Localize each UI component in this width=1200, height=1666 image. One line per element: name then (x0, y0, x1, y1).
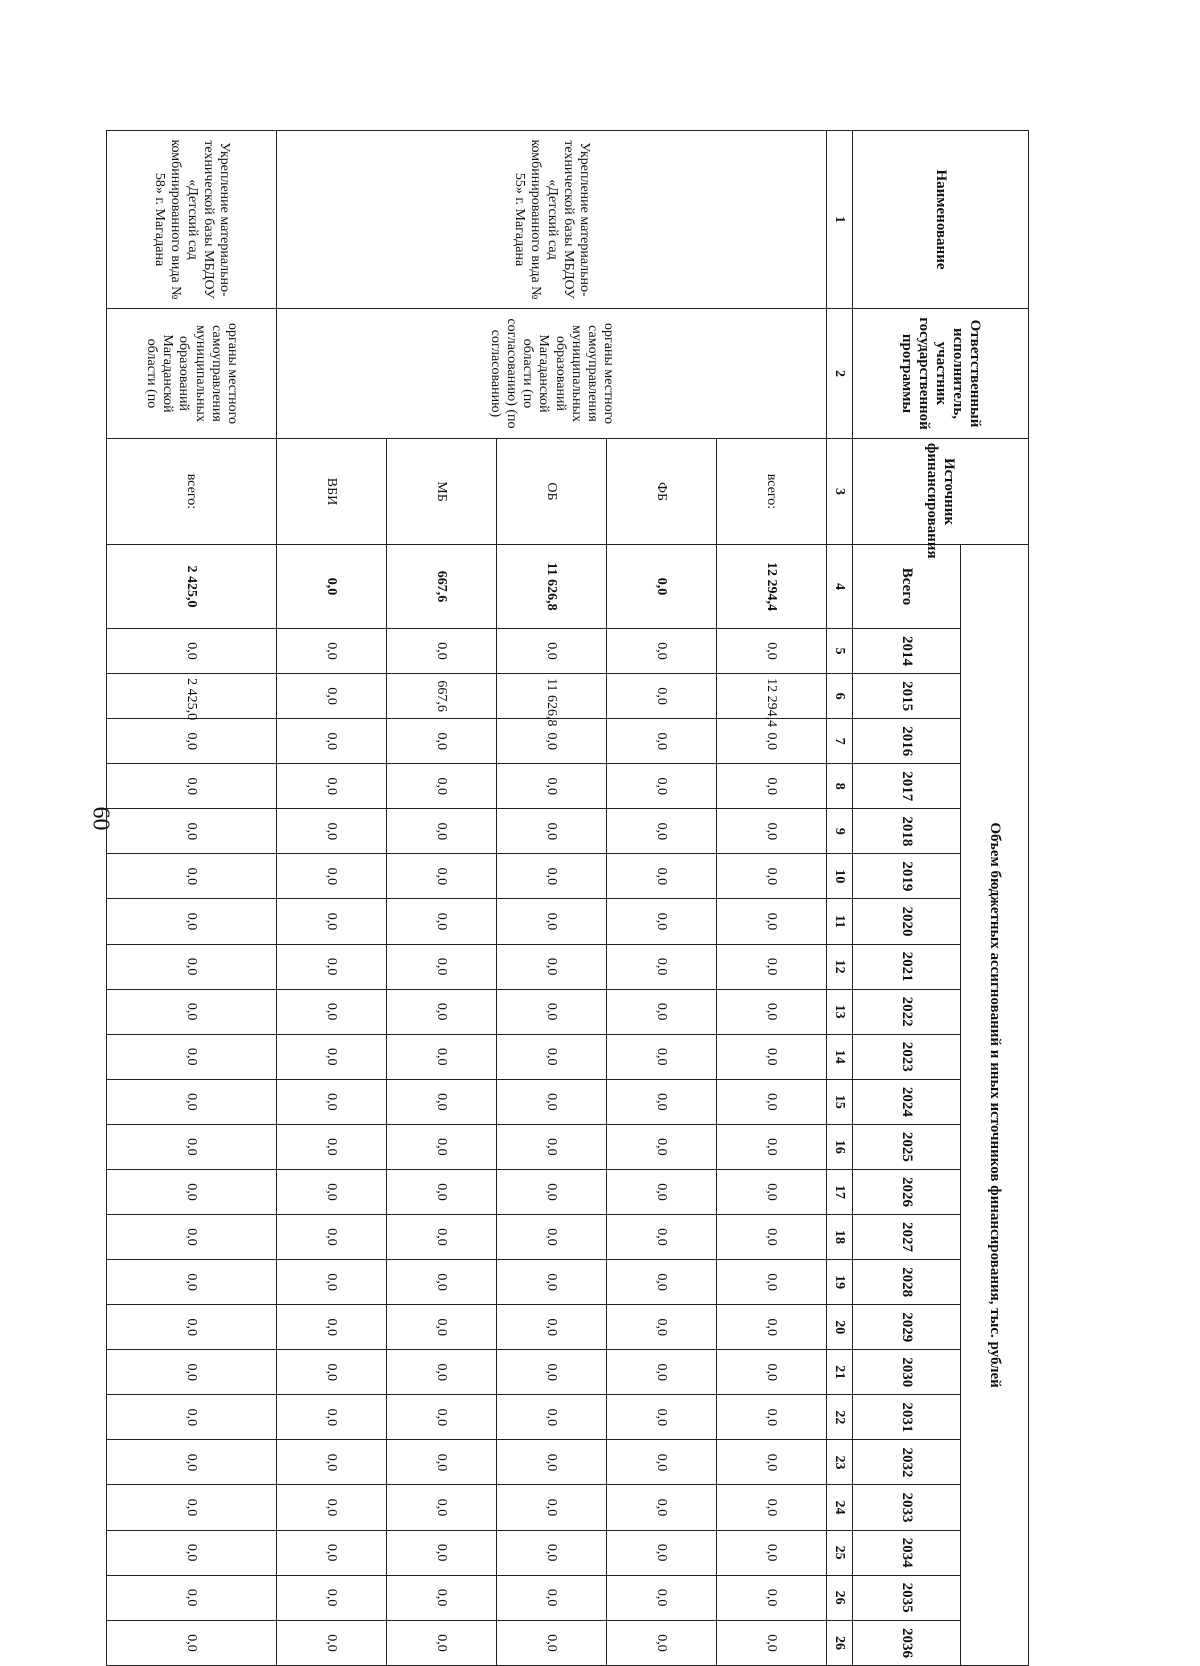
year-value: 0,0 (387, 629, 497, 674)
year-value: 0,0 (277, 1395, 387, 1440)
year-value: 0,0 (497, 1124, 607, 1169)
year-value: 0,0 (107, 1350, 277, 1395)
header-year: 2028 (853, 1260, 961, 1305)
year-value: 0,0 (277, 1575, 387, 1620)
year-value: 0,0 (717, 719, 827, 764)
year-value: 0,0 (277, 719, 387, 764)
year-value: 0,0 (497, 1079, 607, 1124)
year-value: 0,0 (387, 1169, 497, 1214)
year-value: 0,0 (387, 1215, 497, 1260)
year-value: 0,0 (607, 1620, 717, 1665)
column-number: 23 (827, 1440, 853, 1485)
year-value: 0,0 (387, 1034, 497, 1079)
year-value: 0,0 (607, 1124, 717, 1169)
table-row (107, 131, 277, 1666)
year-value: 0,0 (717, 1260, 827, 1305)
year-value: 0,0 (717, 944, 827, 989)
year-value: 0,0 (717, 1440, 827, 1485)
header-year: 2016 (853, 719, 961, 764)
year-value: 0,0 (107, 899, 277, 944)
column-number: 5 (827, 629, 853, 674)
year-value: 0,0 (497, 629, 607, 674)
funding-source: всего: (717, 439, 827, 545)
column-number: 1 (827, 131, 853, 309)
year-value: 0,0 (497, 1485, 607, 1530)
year-value: 0,0 (717, 1620, 827, 1665)
total-value: 12 294,4 (717, 545, 827, 629)
year-value: 0,0 (607, 989, 717, 1034)
funding-source: ВБИ (277, 439, 387, 545)
year-value: 0,0 (277, 1485, 387, 1530)
year-value: 0,0 (607, 1215, 717, 1260)
year-value: 0,0 (497, 1395, 607, 1440)
year-value: 0,0 (107, 1215, 277, 1260)
column-number: 16 (827, 1124, 853, 1169)
header-year: 2023 (853, 1034, 961, 1079)
year-value: 0,0 (387, 899, 497, 944)
funding-source: ОБ (497, 439, 607, 545)
year-value: 0,0 (387, 854, 497, 899)
year-value: 0,0 (107, 1169, 277, 1214)
year-value: 0,0 (717, 854, 827, 899)
column-number: 13 (827, 989, 853, 1034)
year-value: 0,0 (107, 854, 277, 899)
header-total: Всего (853, 545, 961, 629)
header-name: Наименование (853, 131, 1029, 309)
year-value: 0,0 (607, 809, 717, 854)
year-value: 0,0 (107, 1395, 277, 1440)
year-value: 0,0 (277, 629, 387, 674)
year-value: 0,0 (107, 989, 277, 1034)
header-year: 2014 (853, 629, 961, 674)
header-year: 2018 (853, 809, 961, 854)
header-source: Источник финансирования (853, 439, 1029, 545)
year-value: 0,0 (387, 1079, 497, 1124)
year-value: 0,0 (497, 944, 607, 989)
year-value: 0,0 (717, 1305, 827, 1350)
column-number: 24 (827, 1485, 853, 1530)
column-number: 7 (827, 719, 853, 764)
year-value: 0,0 (277, 1215, 387, 1260)
year-value: 0,0 (387, 1530, 497, 1575)
column-number: 26 (827, 1575, 853, 1620)
year-value: 0,0 (717, 899, 827, 944)
year-value: 0,0 (277, 674, 387, 719)
year-value: 0,0 (277, 1620, 387, 1665)
column-number: 15 (827, 1079, 853, 1124)
year-value: 0,0 (607, 899, 717, 944)
year-value: 0,0 (607, 1395, 717, 1440)
year-value: 0,0 (107, 1124, 277, 1169)
year-value: 0,0 (277, 1440, 387, 1485)
header-year: 2035 (853, 1575, 961, 1620)
year-value: 0,0 (107, 1575, 277, 1620)
column-number: 17 (827, 1169, 853, 1214)
year-value: 0,0 (107, 1440, 277, 1485)
total-value: 2 425,0 (107, 545, 277, 629)
year-value: 0,0 (277, 1124, 387, 1169)
year-value: 0,0 (717, 1079, 827, 1124)
year-value: 12 294,4 (717, 674, 827, 719)
year-value: 0,0 (717, 1530, 827, 1575)
year-value: 0,0 (717, 1034, 827, 1079)
total-value: 667,6 (387, 545, 497, 629)
year-value: 0,0 (107, 719, 277, 764)
year-value: 0,0 (387, 1395, 497, 1440)
year-value: 0,0 (607, 1305, 717, 1350)
column-number: 4 (827, 545, 853, 629)
year-value: 0,0 (717, 1485, 827, 1530)
responsible-executor: органы местного самоуправления муниципальных образований Магаданской области (по согласованию) (по согласованию) (277, 309, 827, 439)
header-year: 2036 (853, 1620, 961, 1665)
year-value: 0,0 (607, 1169, 717, 1214)
year-value: 0,0 (387, 1260, 497, 1305)
year-value: 0,0 (107, 764, 277, 809)
year-value: 0,0 (497, 854, 607, 899)
column-number: 22 (827, 1395, 853, 1440)
year-value: 0,0 (497, 719, 607, 764)
header-year: 2020 (853, 899, 961, 944)
year-value: 0,0 (387, 989, 497, 1034)
header-year: 2030 (853, 1350, 961, 1395)
year-value: 0,0 (277, 899, 387, 944)
column-number: 21 (827, 1350, 853, 1395)
total-value: 0,0 (277, 545, 387, 629)
year-value: 0,0 (277, 944, 387, 989)
year-value: 0,0 (497, 1620, 607, 1665)
year-value: 0,0 (107, 1485, 277, 1530)
header-year: 2022 (853, 989, 961, 1034)
year-value: 0,0 (717, 1215, 827, 1260)
header-year: 2015 (853, 674, 961, 719)
year-value: 0,0 (497, 809, 607, 854)
header-year: 2019 (853, 854, 961, 899)
responsible-executor: органы местного самоуправления муниципальных образований Магаданской области (по (107, 309, 277, 439)
header-year: 2029 (853, 1305, 961, 1350)
header-year: 2026 (853, 1169, 961, 1214)
year-value: 0,0 (107, 944, 277, 989)
year-value: 0,0 (497, 1350, 607, 1395)
year-value: 0,0 (607, 944, 717, 989)
year-value: 0,0 (277, 1079, 387, 1124)
header-year: 2024 (853, 1079, 961, 1124)
year-value: 0,0 (387, 1485, 497, 1530)
year-value: 0,0 (607, 1079, 717, 1124)
year-value: 0,0 (277, 1305, 387, 1350)
year-value: 0,0 (387, 1575, 497, 1620)
year-value: 0,0 (717, 809, 827, 854)
year-value: 0,0 (277, 1169, 387, 1214)
year-value: 0,0 (497, 1440, 607, 1485)
funding-source: всего: (107, 439, 277, 545)
year-value: 2 425,0 (107, 674, 277, 719)
year-value: 0,0 (107, 629, 277, 674)
year-value: 0,0 (607, 719, 717, 764)
funding-source: МБ (387, 439, 497, 545)
funding-source: ФБ (607, 439, 717, 545)
year-value: 0,0 (717, 989, 827, 1034)
year-value: 0,0 (107, 1620, 277, 1665)
year-value: 0,0 (497, 1169, 607, 1214)
year-value: 0,0 (497, 1530, 607, 1575)
measure-name: Укрепление материально-технической базы МБДОУ «Детский сад комбинированного вида № 58» г. Магадана (107, 131, 277, 309)
year-value: 0,0 (497, 764, 607, 809)
header-year: 2017 (853, 764, 961, 809)
year-value: 0,0 (607, 674, 717, 719)
year-value: 0,0 (107, 1079, 277, 1124)
year-value: 0,0 (277, 809, 387, 854)
year-value: 0,0 (607, 1034, 717, 1079)
year-value: 0,0 (607, 1575, 717, 1620)
column-number: 3 (827, 439, 853, 545)
year-value: 0,0 (607, 1260, 717, 1305)
year-value: 0,0 (717, 629, 827, 674)
year-value: 0,0 (497, 1260, 607, 1305)
year-value: 0,0 (387, 1440, 497, 1485)
year-value: 0,0 (497, 899, 607, 944)
year-value: 0,0 (387, 809, 497, 854)
year-value: 0,0 (607, 1350, 717, 1395)
column-number: 18 (827, 1215, 853, 1260)
year-value: 0,0 (277, 1530, 387, 1575)
year-value: 0,0 (107, 1305, 277, 1350)
year-value: 0,0 (607, 1485, 717, 1530)
column-number: 11 (827, 899, 853, 944)
column-number: 2 (827, 309, 853, 439)
column-number: 9 (827, 809, 853, 854)
total-value: 11 626,8 (497, 545, 607, 629)
year-value: 0,0 (107, 1034, 277, 1079)
column-number: 12 (827, 944, 853, 989)
year-value: 0,0 (107, 809, 277, 854)
header-year: 2025 (853, 1124, 961, 1169)
page-number: 60 (87, 806, 114, 831)
year-value: 0,0 (277, 1350, 387, 1395)
year-value: 0,0 (497, 989, 607, 1034)
header-responsible: Ответственный исполнитель, участник государственной программы (853, 309, 1029, 439)
year-value: 0,0 (497, 1575, 607, 1620)
year-value: 0,0 (717, 1169, 827, 1214)
year-value: 0,0 (387, 1350, 497, 1395)
column-number: 25 (827, 1530, 853, 1575)
header-funding-group: Объем бюджетных ассигнований и иных источников финансирования, тыс. рублей (961, 545, 1029, 1666)
year-value: 0,0 (277, 989, 387, 1034)
year-value: 0,0 (607, 1530, 717, 1575)
year-value: 0,0 (387, 1620, 497, 1665)
year-value: 0,0 (717, 764, 827, 809)
column-number: 26 (827, 1620, 853, 1665)
column-number: 14 (827, 1034, 853, 1079)
year-value: 0,0 (607, 629, 717, 674)
year-value: 0,0 (607, 1440, 717, 1485)
year-value: 11 626,8 (497, 674, 607, 719)
total-value: 0,0 (607, 545, 717, 629)
column-number: 6 (827, 674, 853, 719)
year-value: 0,0 (107, 1260, 277, 1305)
column-number: 19 (827, 1260, 853, 1305)
year-value: 667,6 (387, 674, 497, 719)
year-value: 0,0 (497, 1305, 607, 1350)
funding-table (106, 130, 1029, 1666)
column-number: 8 (827, 764, 853, 809)
header-year: 2027 (853, 1215, 961, 1260)
header-year: 2031 (853, 1395, 961, 1440)
year-value: 0,0 (497, 1215, 607, 1260)
rotated-table-container (118, 130, 1029, 1665)
year-value: 0,0 (277, 854, 387, 899)
year-value: 0,0 (717, 1575, 827, 1620)
column-number: 20 (827, 1305, 853, 1350)
year-value: 0,0 (387, 764, 497, 809)
column-number: 10 (827, 854, 853, 899)
year-value: 0,0 (717, 1350, 827, 1395)
header-year: 2032 (853, 1440, 961, 1485)
year-value: 0,0 (387, 944, 497, 989)
measure-name: Укрепление материально-технической базы МБДОУ «Детский сад комбинированного вида № 55» г. Магадана (277, 131, 827, 309)
year-value: 0,0 (717, 1124, 827, 1169)
header-year: 2033 (853, 1485, 961, 1530)
year-value: 0,0 (277, 764, 387, 809)
table-row (717, 131, 827, 1666)
header-year: 2021 (853, 944, 961, 989)
year-value: 0,0 (107, 1530, 277, 1575)
year-value: 0,0 (717, 1395, 827, 1440)
year-value: 0,0 (277, 1034, 387, 1079)
year-value: 0,0 (277, 1260, 387, 1305)
year-value: 0,0 (387, 719, 497, 764)
year-value: 0,0 (497, 1034, 607, 1079)
year-value: 0,0 (387, 1124, 497, 1169)
year-value: 0,0 (607, 854, 717, 899)
year-value: 0,0 (607, 764, 717, 809)
year-value: 0,0 (387, 1305, 497, 1350)
header-year: 2034 (853, 1530, 961, 1575)
